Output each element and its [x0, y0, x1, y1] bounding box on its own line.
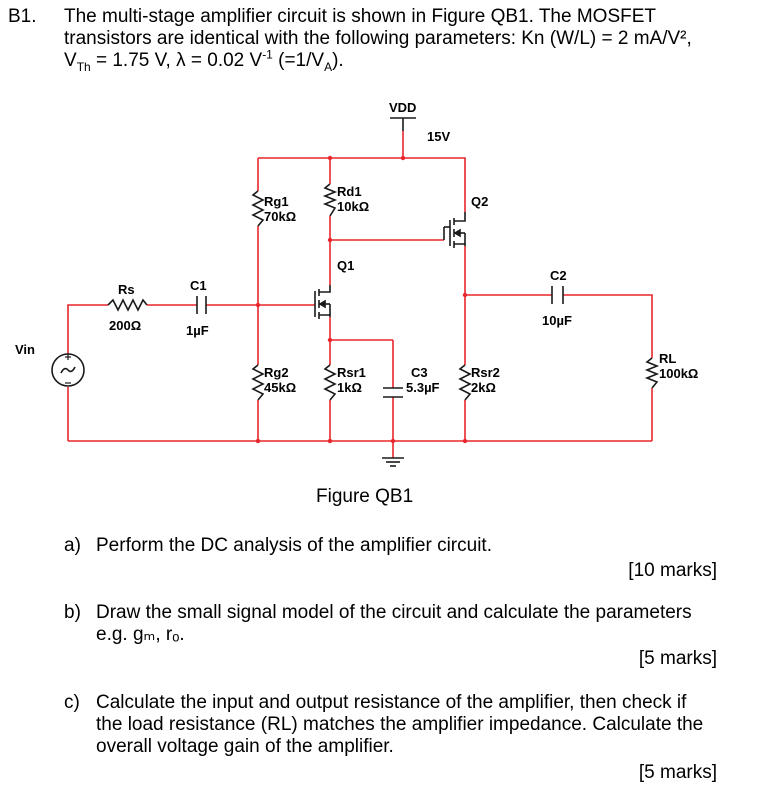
rs-value: 200Ω: [109, 318, 142, 333]
rg1-resistor: [253, 191, 263, 226]
vdd-value: 15V: [427, 129, 451, 144]
part-b-text-1: Draw the small signal model of the circuit and calculate the parameters: [96, 602, 692, 623]
rsr2-label: Rsr2: [471, 365, 500, 380]
rl-label: RL: [659, 351, 677, 366]
circuit-components: [52, 118, 657, 466]
c1-label: C1: [190, 278, 207, 293]
rg2-value: 45kΩ: [264, 380, 297, 395]
part-a: [64, 535, 492, 557]
rd1-value: 10kΩ: [337, 199, 370, 214]
intro-line-2: transistors are identical with the following parameters: Kn (W/L) = 2 mA/V²,: [64, 28, 692, 49]
part-c-marks: [5 marks]: [638, 762, 717, 783]
rl-value: 100kΩ: [659, 366, 699, 381]
part-c-letter: c): [64, 692, 80, 713]
rd1-label: Rd1: [337, 184, 362, 199]
q2-mosfet: [444, 212, 465, 248]
ground-symbol: [382, 458, 404, 466]
part-b-text-2: e.g. gₘ, rₒ.: [96, 624, 185, 645]
rg2-resistor: [253, 365, 263, 400]
rs-label: Rs: [118, 282, 135, 297]
part-a-letter: a): [64, 535, 81, 556]
vdd-label: VDD: [389, 100, 417, 115]
rg1-value: 70kΩ: [264, 209, 297, 224]
q2-label: Q2: [471, 194, 489, 209]
part-b-marks: [5 marks]: [638, 648, 717, 669]
rsr2-resistor: [460, 365, 470, 400]
c1-value: 1µF: [186, 323, 209, 338]
rsr2-value: 2kΩ: [471, 380, 496, 395]
intro-line-1: The multi-stage amplifier circuit is shown in Figure QB1. The MOSFET: [64, 6, 657, 27]
part-b: [64, 602, 716, 646]
rsr1-label: Rsr1: [337, 365, 366, 380]
vin-label: Vin: [15, 342, 35, 357]
rd1-resistor: [325, 184, 335, 216]
part-c: [64, 692, 724, 758]
rg2-label: Rg2: [264, 365, 289, 380]
rsr1-value: 1kΩ: [337, 380, 362, 395]
rl-resistor: [647, 358, 657, 388]
part-a-marks: [10 marks]: [628, 560, 717, 581]
rs-resistor: [108, 300, 147, 310]
c3-value: 5.3µF: [406, 380, 440, 395]
rsr1-resistor: [325, 365, 335, 400]
question-number: B1.: [8, 6, 37, 27]
component-labels: [15, 100, 698, 395]
c2-value: 10µF: [542, 313, 572, 328]
part-c-text-2: the load resistance (RL) matches the amplifier impedance. Calculate the: [96, 714, 704, 735]
c3-label: C3: [411, 365, 428, 380]
figure-caption: Figure QB1: [316, 486, 414, 507]
part-a-text: Perform the DC analysis of the amplifier circuit.: [96, 535, 492, 556]
circuit-wires: [68, 131, 652, 458]
q1-label: Q1: [337, 258, 355, 273]
c2-label: C2: [550, 268, 567, 283]
intro-line-3: $V_{Th} = 1.75$ V, λ = 0.02 $V^{-1}$ $(=1/V_A)$.: [64, 47, 344, 74]
part-c-text-3: overall voltage gain of the amplifier.: [96, 736, 394, 757]
part-b-letter: b): [64, 602, 81, 623]
part-c-text-1: Calculate the input and output resistance of the amplifier, then check if: [96, 692, 687, 713]
rg1-label: Rg1: [264, 194, 289, 209]
q1-mosfet: [315, 285, 330, 319]
